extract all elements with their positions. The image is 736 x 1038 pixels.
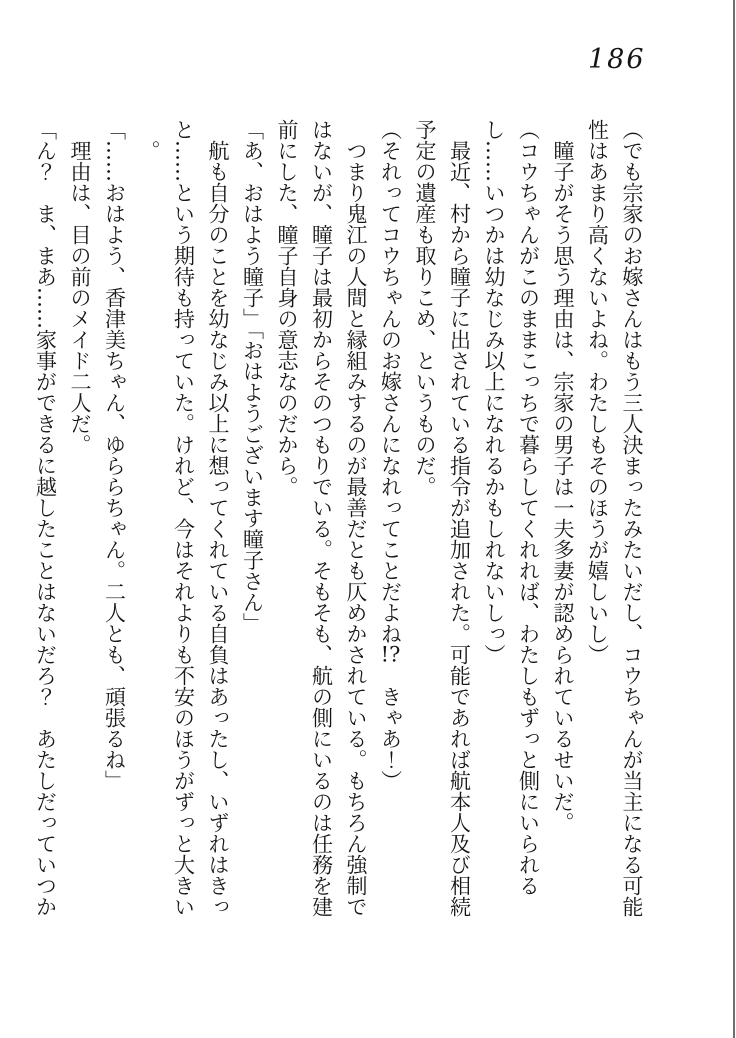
text-line-dialogue: 「……おはよう、香津美ちゃん、ゆららちゃん。二人とも、頑張るね」 (102, 119, 127, 791)
text-line-narration: 最近、村から瞳子に出されている指令が追加された。可能であれば航本人及び相続予定の遺産も取りこめ、というものだ。 (413, 119, 472, 917)
text-line-thought: （でも宗家のお嫁さんはもう三人決まったみたいだし、コウちゃんが当主になる可能性はあまり高くないよね。わたしもそのほうが嬉しいし） (585, 119, 644, 917)
text-body (28, 119, 649, 919)
page-number: 186 (588, 44, 646, 75)
text-line-narration: 航も自分のことを幼なじみ以上に想ってくれている自負はあったし、いずれはきっと……という期待も持っていた。けれど、今はそれよりも不安のほうがずっと大きい。 (137, 119, 230, 917)
page-edge-line (733, 0, 735, 1038)
text-line-narration: 瞳子がそう思う理由は、宗家の男子は一夫多妻が認められているせいだ。 (551, 140, 575, 833)
text-line-narration: つまり鬼江の人間と縁組みするのが最善だとも仄めかされている。もちろん強制ではないが、瞳子は最初からそのつもりでいる。そもそも、航の側にいるのは任務を建前にした、瞳子自身の意志なのだから。 (275, 119, 368, 917)
text-line-dialogue: 「ん？ ま、まあ……家事ができるに越したことはないだろ？ あたしだっていつか (33, 119, 58, 917)
tate-chu-yoko: !? (380, 644, 401, 665)
text-line-dialogue: 「あ、おはよう瞳子」「おはようございます瞳子さん」 (240, 119, 265, 634)
text-line-narration: 理由は、目の前のメイド二人だ。 (68, 140, 92, 455)
text-line-thought: （コウちゃんがこのままこっちで暮らしてくれれば、わたしもずっと側にいられるし……いつかは幼なじみ以上になれるかもしれないしっ） (482, 119, 541, 896)
text-line-thought: （それってコウちゃんのお嫁さんになれってことだよね!? きゃあ！） (378, 119, 403, 791)
